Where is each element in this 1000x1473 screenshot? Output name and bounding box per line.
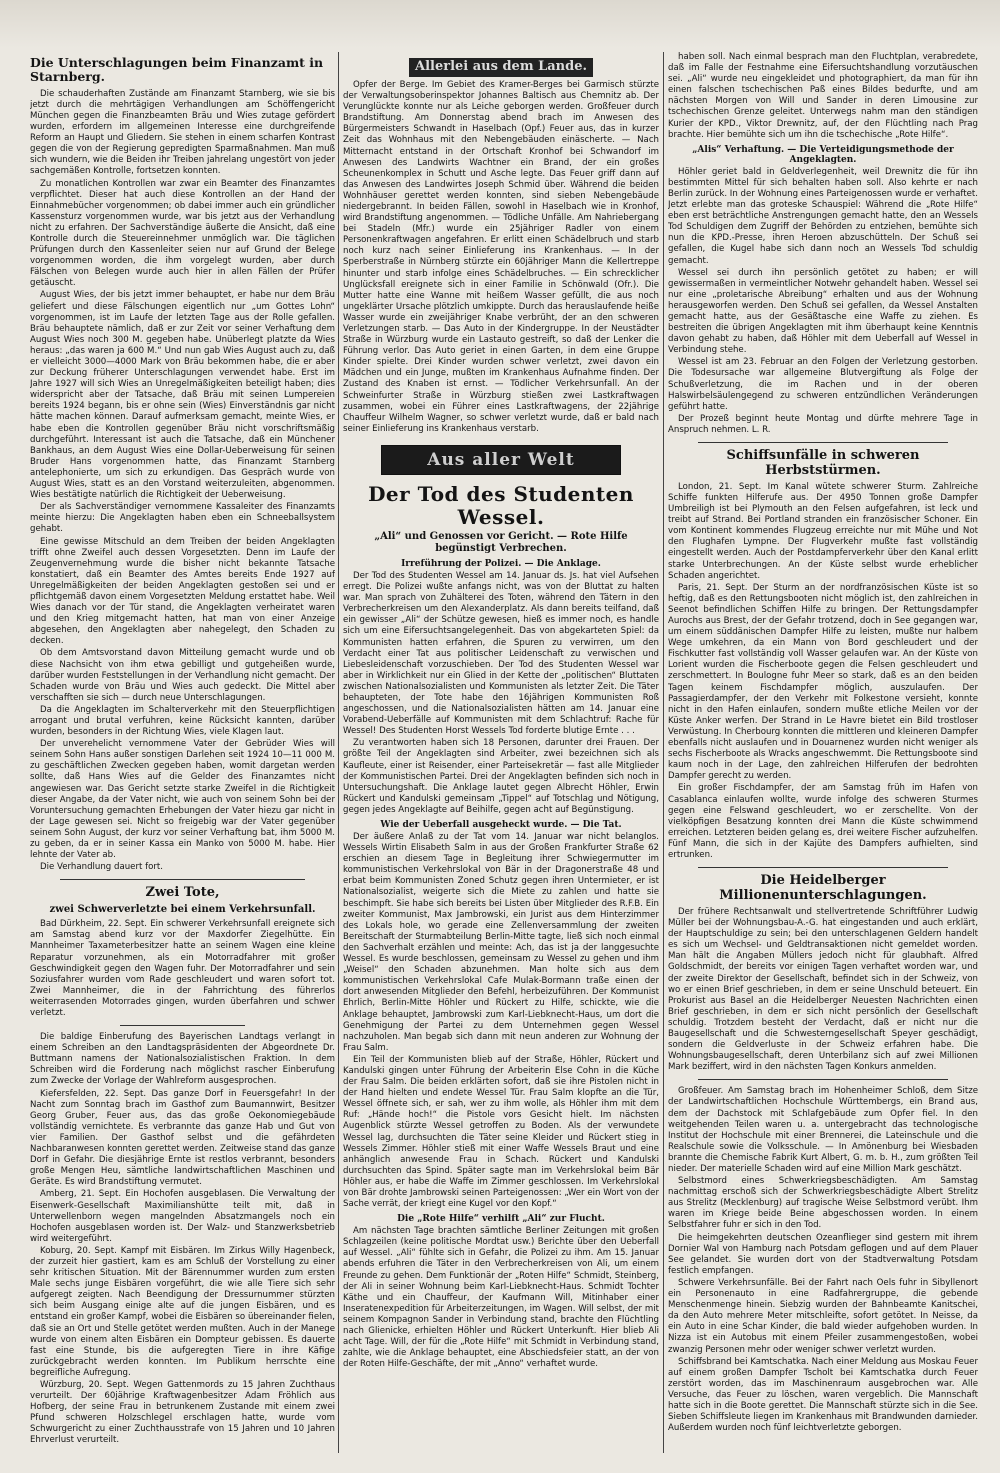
column-left: [30, 52, 335, 1453]
section-headline-regional: [343, 58, 659, 77]
paragraph: Der als Sachverständiger vernommene Kassaleiter des Finanzamts meinte hierzu: Die Angeklagten haben eben ein Schneeballsystem gehabt.: [30, 502, 335, 535]
article-headline-two-dead: Zwei Tote,: [145, 885, 220, 901]
paragraph: Ein Teil der Kommunisten blieb auf der Straße, Höhler, Rückert und Kandulski gingen unter Führung der Arbeiterin Else Cohn in die Küche der Frau Salm. Die beiden erklärten sofort, daß sie ihre Pistolen nicht in der Hand hielten und endete Wessel Tür. Frau Salm klopfte an die Tür, Wessel öffnete sich, er sah, wer zu ihm wolle, als Höhler ihm mit dem Ruf: „Hände hoch!“ die Pistole vors Gesicht hielt. Im nächsten Augenblick stürzte Wessel getroffen zu Boden. Als der verwundete Wessel lag, durchsuchten die Täter seine Kleider und Rückert stieg in Wessels Zimmer. Höhler stieß mit einer Waffe Wessels Braut und eine anhänglich anwesende Frau in Schach. Rückert und Kandulski durchsuchten das Spind. Später sagte man im Verkehrslokal beim Bär Höhler aus, er habe die Waffe im Zimmer geschlossen. Im Verkehrslokal von Bär drohte Jambrowski seinen Parteigenossen: „Wer ein Wort von der Sache verrät, der kriegt eine Kugel vor den Kopf.“: [343, 1054, 659, 1210]
paragraph: Selbstmord eines Schwerkriegsbeschädigten. Am Samstag nachmittag erschoß sich der Schwerkriegsbeschädigte Albert Strelitz aus Strelitz (Mecklenburg) auf tragische Weise Selbstmord verübt. Ihm waren im Kriege beide Beine abgeschossen worden. In einem Selbstfahrer fuhr er sich in den Tod.: [668, 1176, 978, 1231]
paragraph: Die heimgekehrten deutschen Ozeanflieger sind gestern mit ihrem Dornier Wal von Hamburg nach Potsdam geflogen und auf dem Plauer See gelandet. Sie wurden dort von der Stadtverwaltung Potsdam festlich empfangen.: [668, 1232, 978, 1276]
section-banner-title: Aus aller Welt: [427, 449, 575, 470]
paragraph: Die schauderhaften Zustände am Finanzamt Starnberg, wie sie bis jetzt durch die mehrtägigen Verhandlungen am Schöffengericht München gegen die Finanzbeamten Bräu und Wies zutage gefördert wurden, erfordern im allgemeinen Interesse eine durchgreifende Reform an Haupt und Gliedern. Sie stehen in einem scharfen Kontrast gegen die von der Regierung gepredigten Sparmaßnahmen. Man muß sich wundern, wie die Beiden ihr Treiben jahrelang ungestört von jeder sachgemäßen Kontrolle, fortsetzen konnten.: [30, 88, 335, 177]
paragraph: Großfeuer. Am Samstag brach im Hohenheimer Schloß, dem Sitze der Landwirtschaftlichen Hochschule Württembergs, ein Brand aus, dem der Dachstock mit Schlafgebäude zum Opfer fiel. In den weitgehenden Teilen waren u. a. untergebracht das technologische Institut der Hochschule mit einer Brennerei, die Lateinschule und die Realschule sowie die Volksschule. — In Amönenburg bei Wiesbaden brannte die Chemische Fabrik Kurt Albert, G. m. b. H., zum größten Teil nieder. Der materielle Schaden wird auf eine Million Mark geschätzt.: [668, 1086, 978, 1174]
section-title: Allerlei aus dem Lande.: [409, 58, 593, 77]
article-headline-wessel: Der Tod des Studenten Wessel.: [368, 481, 634, 529]
column-middle: [343, 52, 659, 1453]
article-subsection-flucht: Die „Rote Hilfe“ verhilft „Ali“ zur Flucht.: [397, 1214, 605, 1225]
article-body-wessel-continued: [668, 52, 978, 141]
paragraph: Der äußere Anlaß zu der Tat vom 14. Januar war nicht belanglos. Wessels Wirtin Elisabeth Salm in aus der Großen Frankfurter Straße 62 erschien an diesem Tage in Begleitung ihrer Schwiegermutter im kommunistischen Verkehrslokal von Bär in der Dragonerstraße 48 und erbat beim Kommunisten Zoned Schutz gegen ihren Untermieter, er ist Nationalsozialist, weigerte sich die Miete zu zahlen und hatte sie beschimpft. Sie habe sich bereits bei Listen über Mitglieder des R.F.B. Ein zweiter Kommunist, Max Jambrowski, ein Jurist aus dem Hinterzimmer des Lokals hole, wo gerade eine Zellenversammlung der zweiten Bereitschaft der Sturmabteilung Berlin-Mitte tagte, ließ sich noch einmal den Sachverhalt erzählen und meinte: Ach, das ist ja der langgesuchte Wessel. Es wurde beschlossen, gemeinsam zu Wessel zu gehen und ihm „Weisel“ den Schaden abzunehmen. Man holte sich aus dem kommunistischen Verkehrslokal Cafe Mulak-Bormann traße einen der dort anwesenden Mitglieder den Befehl, herbeizuführen. Der Kommunist Ehrlich, Berlin-Mitte Höhler und Rückert zu Hilfe, schickte, wie die Anklage behauptet, Jambrowski zum Karl-Liebknecht-Haus, um dort die Genehmigung der Partei zu dem Unternehmen gegen Wessel nachzuholen. Man begab sich dann mit neun anderen zur Wohnung der Frau Salm.: [343, 832, 659, 1053]
article-body-heidelberg: [668, 907, 978, 1073]
article-separator: [698, 442, 948, 443]
article-separator: [698, 1079, 948, 1080]
page-top-margin: [0, 0, 1000, 48]
paragraph: Würzburg, 20. Sept. Wegen Gattenmords zu 15 Jahren Zuchthaus verurteilt. Der 60jährige Kraftwagenbesitzer Adam Fröhlich aus Hofberg, der seine Frau in betrunkenem Zustande mit einem zwei Pfund schweren Holzschlegel erschlagen hatte, wurde vom Schwurgericht zu einer Zuchthausstrafe von 15 Jahren und 10 Jahren Ehrverlust verurteilt.: [30, 1380, 335, 1446]
paragraph: Schiffsbrand bei Kamtschatka. Nach einer Meldung aus Moskau Feuer auf einem großen Dampfer Tscholt bei Kamtschatka durch Feuer zerstört worden, das im Maschinenraum ausgebrochen war. Alle Versuche, das Feuer zu löschen, waren vergeblich. Die Mannschaft hatte sich in die Boote gerettet. Die Mannschaft stürzte sich in die See. Sieben Schiffsleute liegen im Krankenhaus mit Brandwunden darnieder. Außerdem wurden noch fünf leichtverletzte geborgen.: [668, 1356, 978, 1434]
article-subsection-anklage: Irreführung der Polizei. — Die Anklage.: [401, 558, 601, 569]
paragraph: Der Tod des Studenten Wessel am 14. Januar ds. Js. hat viel Aufsehen erregt. Die Polizei wußte anfangs nicht, was von der Bluttat zu halten war. Man sprach von Zuhälterei des Toten, während den Tätern in den Verbrecherkreisen um den Alexanderplatz. Als dann bereits teilfand, daß ein gewisser „Ali“ der Schütze gewesen, hieß es immer noch, es handle sich um eine Eifersuchtsangelegenheit. Das von abgekarteten Spiel: da Kommunisten hatten erfahren, die Spuren zu verwirren, um den Verdacht einer Tat aus politischer Leidenschaft zu verwischen und Liebesleidenschaft vorzuschieben. Der Tod des Studenten Wessel war aber in Wirklichkeit nur ein Glied in der Kette der „politischen“ Bluttaten zwischen Nationalsozialisten und Kommunisten als letzter Zeit. Die Täter behaupteten, der Tote habe den 16jährigen Kommunisten Roß angeschossen, und die Nationalsozialisten hätten am 14. Januar eine Vorabend-Ueberfälle auf Kommunisten mit dem Schlachtruf: Rache für Wessel! Des Studenten Horst Wessels Tod forderte blutige Ernte . . .: [343, 570, 659, 737]
article-body-starnberg: [30, 89, 335, 874]
paragraph: Amberg, 21. Sept. Ein Hochofen ausgeblasen. Die Verwaltung der Eisenwerk-Gesellschaft Maximilianshütte teilt mit, daß in Unterwellenborn wegen mangelnden Absatzmangels noch ein Hochofen ausgeblasen worden ist. Der Walz- und Stanzwerksbetrieb wird weitergeführt.: [30, 1189, 335, 1244]
article-body-wessel: [343, 571, 659, 816]
article-headline-starnberg: Die Unterschlagungen beim Finanzamt in Starnberg.: [30, 55, 324, 85]
article-body-regional: [343, 80, 659, 435]
paragraph: Paris, 21. Sept. Der Sturm an der nordfranzösischen Küste ist so heftig, daß es den Rettungsbooten nicht möglich ist, den zahlreichen in Seenot befindlichen Schiffen Hilfe zu bringen. Der Rettungsdampfer Aurochs aus Brest, der der Gefahr trotzend, doch in See gegangen war, um einem süddänischen Dampfer Hilfe zu leisten, mußte nur halbem Wege umkehren, da ein Mann von Bord geschleudert und der Fischkutter fast vollständig voll Wasser gelaufen war. An der Küste von Lorient wurden die Fischerboote gegen die Felsen geschleudert und zerschmettert. In Boulogne fuhr Meer so stark, daß es an den beiden Tagen keinem Fischdampfer möglich, auszulaufen. Der Passagierdampfer, der den Verkehr mit Folkestone versieht, konnte nicht in den Hafen einlaufen, sondern mußte etliche Meilen vor der Küste Anker werfen. Der Strand in Le Havre bietet ein Bild trostloser Verwüstung. In Cherbourg konnten die mittleren und kleineren Dampfer ebenfalls nicht auslaufen und in Douarnenez wurden nicht weniger als sechs Fischerboote als Wracks angeschwemmt. Die Rettungsboote sind kaum noch in der Lage, den zahlreichen Hilferufen der bedrohten Dampfer gerecht zu werden.: [668, 582, 978, 782]
article-subsection-verhaftung: „Alis“ Verhaftung. — Die Verteidigungsmethode der Angeklagten.: [692, 144, 954, 165]
paragraph: Wessel ist am 23. Februar an den Folgen der Verletzung gestorben. Die Todesursache war allgemeine Blutvergiftung als Folge der Schußverletzung, die im Rachen und in der oberen Halswirbelsäulengegend zu schweren entzündlichen Veränderungen geführt hatte.: [668, 357, 978, 412]
article-headline-ship-accidents: Schiffsunfälle in schweren Herbststürmen.: [726, 448, 920, 478]
paragraph: Eine gewisse Mitschuld an dem Treiben der beiden Angeklagten trifft ohne Zweifel auch dessen Vorgesetzten. Denn im Laufe der Zeugenvernehmung wurde die bisher nicht bekannte Tatsache konstatiert, daß ein Beamter des Amtes bereits Ende 1927 auf Unregelmäßigkeiten der beiden Angeklagten gestoßen sei und er pflichtgemäß davon einem Vorgesetzten Meldung erstattet habe. Weil Wies danach vor der Tür stand, die Angeklagten verheiratet waren und den Krieg mitgemacht hatten, hat man von einer Anzeige abgesehen, den Angeklagten aber nahegelegt, den Schaden zu decken.: [30, 536, 335, 647]
article-subheadline-wessel: „Ali“ und Genossen vor Gericht. — Rote Hilfe begünstigt Verbrechen.: [374, 530, 628, 554]
paragraph: Höhler geriet bald in Geldverlegenheit, weil Drewnitz die für ihn bestimmten Mittel für sich behalten haben soll. Also kehrte er nach Berlin zurück. In der Wohnung eines Parteigenossen wurde er verhaftet. Jetzt erlebte man das groteske Schauspiel: Während die „Rote Hilfe“ eben erst beträchtliche Anstrengungen gemacht hatte, den an Wessels Tod Schuldigen dem Zugriff der Behörden zu entziehen, bemühte sich nun die KPD.-Presse, ihren Heroen abzuschütteln. Der Schuß sei gefallen, die Kugel habe sich dann noch an Wessels Tod schuldig gemacht.: [668, 166, 978, 266]
paragraph: Wessel sei durch ihn persönlich getötet zu haben; er will gewissermaßen in vermeintlicher Notwehr gehandelt haben. Wessel sei nur eine „proletarische Abreibung“ erhalten und aus der Wohnung herausgeworfen werden. Den Schuß sei gefallen, da Wessel Anstalten gemacht hatte, aus der Gesäßtasche eine Waffe zu ziehen. Es bestreiten die übrigen Angeklagten mit ihm überhaupt keine Kenntnis davon gehabt zu haben, daß Höhler mit dem Ueberfall auf Wessel in Verbindung stehe.: [668, 267, 978, 356]
paragraph: Schwere Verkehrsunfälle. Bei der Fahrt nach Oels fuhr in Sibyllenort ein Personenauto in eine Radfahrergruppe, die gebende Menschenmenge hinein. Siebzig wurden der Bahnbeamte Kanitschei, da den Auto mehrere Meter mitschleifte, sofort getötet. In Neisse, da ein Auto in eine Schar Kinder, die bald wieder aufgehoben wurden. In Nizza ist ein Autobus mit einem Pfeiler zusammengestoßen, wobei zwanzig Personen mehr oder weniger schwer verletzt wurden.: [668, 1277, 978, 1355]
paragraph: Die baldige Einberufung des Bayerischen Landtags verlangt in einem Schreiben an den Landtagspräsidenten der Abgeordnete Dr. Buttmann namens der Nationalsozialistischen Fraktion. In dem Schreiben wird die Forderung nach möglichst rascher Einberufung zum Zwecke der Vorlage der Wahlreform ausgesprochen.: [30, 1032, 335, 1087]
article-body-ship-accidents: [668, 482, 978, 861]
article-subsection-tat: Wie der Ueberfall ausgeheckt wurde. — Die Tat.: [380, 820, 622, 830]
column-right: [668, 52, 978, 1453]
paragraph: Die Verhandlung dauert fort.: [40, 862, 163, 873]
paragraph: Kiefersfelden, 22. Sept. Das ganze Dorf in Feuersgefahr! In der Nacht zum Sonntag brach im Gasthof zum Baumannwirt, Besitzer Georg Gruber, Feuer aus, das das große Oekonomiegebäude vollständig vernichtete. Es verbrannte das ganze Hab und Gut von vier Familien. Der Gasthof selbst und die gefährdeten Nachbaranwesen konnten gerettet werden. Zeitweise stand das ganze Dorf in Gefahr. Die diesjährige Ernte ist restlos verbrannt, besonders große Mengen Heu, sämtliche landwirtschaftlichen Maschinen und Geräte. Es wird Brandstiftung vermutet.: [30, 1088, 335, 1188]
column-rule: [663, 52, 664, 1453]
article-separator: [120, 1025, 245, 1026]
article-subheadline-traffic-accident: zwei Schwerverletzte bei einem Verkehrsunfall.: [49, 904, 316, 916]
article-separator: [60, 879, 305, 880]
article-body-wessel-verhaftung: [668, 167, 978, 436]
paragraph: Der frühere Rechtsanwalt und stellvertretende Schriftführer Ludwig Müller bei der Wohnungsbau-A.-G. hat eingestanden und auch erklärt, der Hauptschuldige zu sein; bei den unterschlagenen Geldern handelt es sich um Wechsel- und Geldtransaktionen nicht gemeldet worden. Man hält die Angaben Müllers jedoch nicht für glaubhaft. Alfred Goldschmidt, der bereits vor einigen Tagen verhaftet worden war, und der zweite Direktor der Gesellschaft, befindet sich in der Schweiz, von wo er einen Brief geschrieben, in dem er seine Unschuld beteuert. Ein Prokurist aus Basel an die Heidelberger Neuesten Nachrichten einen Brief geschrieben, in dem er sich nicht persönlich der Gesellschaft schuldig. Trotzdem besteht der Verdacht, daß er nicht nur die Baugesellschaft und die Schwesterngesellschaft Speyer geschädigt, sondern die Geldverluste in der Schweiz erfahren habe. Die Wohnungsbaugesellschaft, deren Unterbilanz sich auf zwei Millionen Mark beziffert, wird in den nächsten Tagen Konkurs anmelden.: [668, 906, 978, 1073]
article-body-bavarian-news: [30, 1032, 335, 1446]
paragraph: Bad Dürkheim, 22. Sept. Ein schwerer Verkehrsunfall ereignete sich am Samstag abend kurz vor der Maxdorfer Ziegelhütte. Ein Mannheimer Taxameterbesitzer hatte an seinem Wagen eine kleine Reparatur vorzunehmen, als ein Motorradfahrer mit großer Geschwindigkeit gegen den Wagen fuhr. Der Motorradfahrer und sein Soziusfahrer wurden vom Rade geschleudert und waren sofort tot. Zwei Mannheimer, die in der Fahrrichtung des führerlos weiterrasenden Motorrades gingen, wurden überfahren und schwer verletzt.: [30, 919, 335, 1018]
article-body-misc-news: [668, 1086, 978, 1434]
paragraph: haben soll. Nach einmal besprach man den Fluchtplan, verabredete, daß im Falle der Festnahme eine Eifersuchtshandlung vorzutäuschen sei. „Ali“ wurde neu eingekleidet und photographiert, da man für ihn einen falschen tschechischen Paß eines Bildes bedurfte, und am nächsten Morgen von Will und Sander in deren Limousine zur tschechischen Grenze geleitet. Unterwegs nahm man den ständigen Kurier der KPD., Viktor Drewnitz, auf, der den Flüchtling nach Prag brachte. Hier bemühte sich um ihn die tschechische „Rote Hilfe“.: [668, 52, 978, 140]
paragraph: Opfer der Berge. Im Gebiet des Kramer-Berges bei Garmisch stürzte der Verwaltungsoberinspektor Johannes Baltisch aus Chemnitz ab. Der Verunglückte konnte nur als Leiche geborgen werden. Großfeuer durch Brandstiftung. Am Donnerstag abend brach im Anwesen des Bürgermeisters Schwandt in Haselbach (Opf.) Feuer aus, das in kurzer Zeit das Wohnhaus mit den Nebengebäuden einäscherte. — Nach Mitternacht entstand in der Ortschaft Kronhof bei Schwandorf im Anwesen des Landwirts Wachtner ein Brand, der ein großes Scheunenkomplex in Schutt und Asche legte. Das Feuer griff dann auf das Anwesen des Landwirtes Joseph Schmid über. Während die beiden Wohnhäuser gerettet werden konnten, sind sieben Nebengebäude niedergebrannt. In beiden Fällen, sowohl in Haselbach wie in Kronhof, wird Brandstiftung angenommen. — Tödliche Unfälle. Am Nahriebergang bei Stadeln (Mfr.) wurde ein 25jähriger Radler von einem Personenkraftwagen angefahren. Er erlitt einen Schädelbruch und starb noch kurz nach seiner Einlieferung ins Krankenhaus. — In der Sperberstraße in Nürnberg stürzte ein 60jähriger Mann die Kellertreppe hinunter und starb infolge eines Schädelbruches. — Ein schrecklicher Unglücksfall ereignete sich in einer Familie in Schönwald (Ofr.). Die Mutter hatte eine Wanne mit heißem Wasser gefüllt, die aus noch ungeklärter Ursache plötzlich umkippte. Durch das herauslaufende heiße Wasser wurde ein zweijähriger Knabe verbrüht, der an den schweren Verletzungen starb. — Das Auto in der Kindergruppe. In der Neustädter Straße in Würzburg wurde ein Lastauto gestreift, so daß der Lenker die Führung verlor. Das Auto geriet in einen Garten, in dem eine Gruppe Kinder spielte. Drei Kinder wurden schwer verletzt, zwei davon ein Mädchen und ein Junge, mußten im Krankenhaus Aufnahme finden. Der Zustand des Knaben ist ernst. — Tödlicher Verkehrsunfall. An der Schweinfurter Straße in Würzburg stießen zwei Lastkraftwagen zusammen, wobei ein Führer eines Lastkraftwagens, der 22jährige Chauffeur Wilhelm Wagner, so schwer verletzt wurde, daß er bald nach seiner Einlieferung ins Krankenhaus verstarb.: [343, 79, 659, 434]
paragraph: Koburg, 20. Sept. Kampf mit Eisbären. Im Zirkus Willy Hagenbeck, der zurzeit hier gastiert, kam es am Schluß der Vorstellung zu einer sehr kritischen Situation. Mit der Bärennummer wurden zum ersten Male sechs junge Eisbären vorgeführt, die wie alle Tiere sich sehr aufgeregt zeigten. Nach Beendigung der Dressurnummer stürzten sich beim Ausgang einige alte auf die jungen Eisbären, und es entstand ein großer Kampf, wobei die Eisbären so übereinander fielen, daß sie an Ort und Stelle getötet werden mußten. Auch in der Manege wurde von einem alten Eisbären ein Dompteur gebissen. Es dauerte fast eine Stunde, bis die aufgeregten Tiere in ihre Käfige zurückgebracht werden konnten. Im Publikum herrschte eine begreifliche Aufregung.: [30, 1245, 335, 1378]
paragraph: Zu monatlichen Kontrollen war zwar ein Beamter des Finanzamtes verpflichtet. Dieser hat auch diese Kontrollen an der Hand der Einnahmebücher vorgenommen; ob dabei immer auch ein gründlicher Kassensturz vorgenommen wurde, war bis jetzt aus der Verhandlung nicht zu erfahren. Der Sachverständige äußerte die Ansicht, daß eine Kontrolle durch die Steuereinnehmer unmöglich war. Die täglichen Prüfungen durch den Kassenleiter seien nur auf Grund der Belege vorgenommen worden, die ihm vorgelegt wurden, aber durch Fälschen von Belegen wurde auch hier in allen Fällen der Prüfer getäuscht.: [30, 178, 335, 289]
paragraph: August Wies, der bis jetzt immer behauptet, er habe nur dem Bräu geliefert und diese Fälschungen eigentlich nur „um Gottes Lohn“ vorgenommen, ist im Laufe der letzten Tage aus der Rolle gefallen. Bräu behauptete nämlich, daß er zur Zeit vor seiner Verhaftung dem August Wies noch 300 M. gegeben habe. Unüberlegt platzte da Wies heraus: „das waren ja 600 M.“ Und nun gab Wies August auch zu, daß er vielleicht 3000—4000 Mark von Bräu bekommen habe, die er aber zur Deckung früherer Unterschlagungen verwendet habe. Erst im Jahre 1927 will sich Wies an Unregelmäßigkeiten beteiligt haben; dies widerspricht aber der Tatsache, daß Bräu mit seinen Lumpereien bereits 1924 begann, bis er ohne sein (Wies) Einverständnis gar nicht hätte machen können. Darauf aufmerksam gemacht, meinte Wies, er habe eben die Kontrollen gegenüber Bräu nicht vorschriftsmäßig durchgeführt. Interessant ist auch die Tatsache, daß ein Münchener Bankhaus, an dem August Wies eine Dollar-Ueberweisung für seinen Bruder Hans vorgenommen hatte, das Finanzamt Starnberg antelephonierte, um sich zu erkundigen. Das Gespräch wurde von August Wies, statt es an den Vorstand weiterzuleiten, abgenommen. Wies bestätigte natürlich die Richtigkeit der Ueberweisung.: [30, 290, 335, 501]
paragraph: Der unverehelicht vernommene Vater der Gebrüder Wies will seinem Sohn Hans außer sonstigen Darlehen seit 1924 10—11 000 M. zu geschäftlichen Zwecken gegeben haben, womit dargetan werden sollte, daß Hans Wies auf die Gelder des Finanzamtes nicht angewiesen war. Das Gericht setzte starke Zweifel in die Richtigkeit dieser Angabe, da der Vater nicht, wie auch von seinem Sohn bei der Voruntersuchung gemachten Erhebungen der Vater hiezu gar nicht in der Lage gewesen sei. Nicht so freigebig war der Vater gegenüber seinem Sohn August, der kurz vor seiner Verhaftung bat, ihm 5000 M. zu geben, da er in seiner Kassa ein Manko von 5000 M. habe. Hier lehnte der Vater ab.: [30, 739, 335, 861]
column-rule: [338, 52, 339, 1453]
article-headline-heidelberg: Die Heidelberger Millionenunterschlagungen.: [719, 873, 927, 903]
section-banner-world: [381, 445, 621, 475]
paragraph: Der Prozeß beginnt heute Montag und dürfte mehrere Tage in Anspruch nehmen. L. R.: [668, 413, 978, 435]
article-body-wessel-flucht: [343, 1226, 659, 1370]
article-separator: [698, 867, 948, 868]
paragraph: London, 21. Sept. Im Kanal wütete schwerer Sturm. Zahlreiche Schiffe funkten Hilferufe aus. Der 4950 Tonnen große Dampfer Umbreiligh ist bei Plymouth an den Felsen aufgefahren, ist leck und treibt auf Strand. Bei Portland stranden ein französischer Schoner. Ein vom Kontinent kommendes Flugzeug erreichte nur mit Mühe und Not den Flughafen Lympne. Der Flugverkehr mußte fast vollständig eingestellt werden. Auch der Postdampferverkehr über den Kanal erlitt starke Unterbrechungen. An der Küste selbst wurde erheblicher Schaden angerichtet.: [668, 481, 978, 581]
paragraph: Ob dem Amtsvorstand davon Mitteilung gemacht wurde und ob diese Nachsicht von ihm etwa gebilligt und gutgeheißen wurde, darüber wurden Feststellungen in der Verhandlung nicht gemacht. Der Schaden wurde von Bräu und Wies auch gedeckt. Die Mittel aber verschafften sie sich — durch neue Unterschlagungen.: [30, 648, 335, 703]
article-body-wessel-tat: [343, 832, 659, 1210]
paragraph: Zu verantworten haben sich 18 Personen, darunter drei Frauen. Der größte Teil der Angeklagten sind Arbeiter, zwei bezeichnen sich als Kaufleute, einer ist Reisender, einer Parteisekretär — fast alle Mitglieder der Kommunistischen Partei. Drei der Angeklagten befinden sich noch in Untersuchungshaft. Die Anklage lautet gegen Albrecht Höhler, Erwin Rückert und Kandulski gemeinsam „Tippel“ auf Totschlag und Nötigung, gegen jedes Angeklagte auf Beihilfe, gegen acht auf Begünstigung.: [343, 738, 659, 815]
paragraph: Da die Angeklagten im Schalterverkehr mit den Steuerpflichtigen arrogant und brutal verfuhren, keine Rücksicht kannten, darüber wurden, besonders in der Richtung Wies, viele Klagen laut.: [30, 704, 335, 738]
paragraph: Ein großer Fischdampfer, der am Samstag früh im Hafen von Casablanca einlaufen wollte, wurde infolge des schweren Sturmes gegen eine Felswand geschleudert, wo er zerschellte. Von der vielköpfigen Besatzung konnten drei Mann die Küste schwimmend erreichen. Letzteren beiden gelang es, drei weitere Fischer aufzuhelfen. Fünf Mann, die sich in der Kajüte des Dampfers aufhielten, sind ertrunken.: [668, 783, 978, 860]
article-body-traffic-accident: [30, 919, 335, 1019]
paragraph: Am nächsten Tage brachten sämtliche Berliner Zeitungen mit großen Schlagzeilen (keine politische Mordtat usw.) Berichte über den Ueberfall auf Wessel. „Ali“ fühlte sich in Gefahr, die Polizei zu ihm. Am 15. Januar abends erfuhren die Täter in den Verbrecherkreisen von Ali, um einem Freunde zu gehen. Dem Funktionär der „Roten Hilfe“ Schmidt, Steinberg, der Ali in seiner Wohnung beim Karl-Liebknecht-Haus. Schmidt Tochter Käthe und ein Chauffeur, der Kaufmann Will, Mitinhaber einer Inseratenexpedition für Arbeiterzeitungen, im Wagen. Will selbst, der mit seinem Kompagnon Sander in Verbindung stand, brachte den Flüchtling nach Glienicke, erhielten Höhler und Rückert Unterkunft. Hier blieb Ali acht Tage. Will, der für die „Rote Hilfe“ mit Schmidt in Verbindung stand, zahlte, wie die Anklage behauptet, eine Abschiedsfeier statt, an der von der Roten Hilfe-Geschäfte, der mit „Anno“ verhaftet wurde.: [343, 1226, 659, 1370]
